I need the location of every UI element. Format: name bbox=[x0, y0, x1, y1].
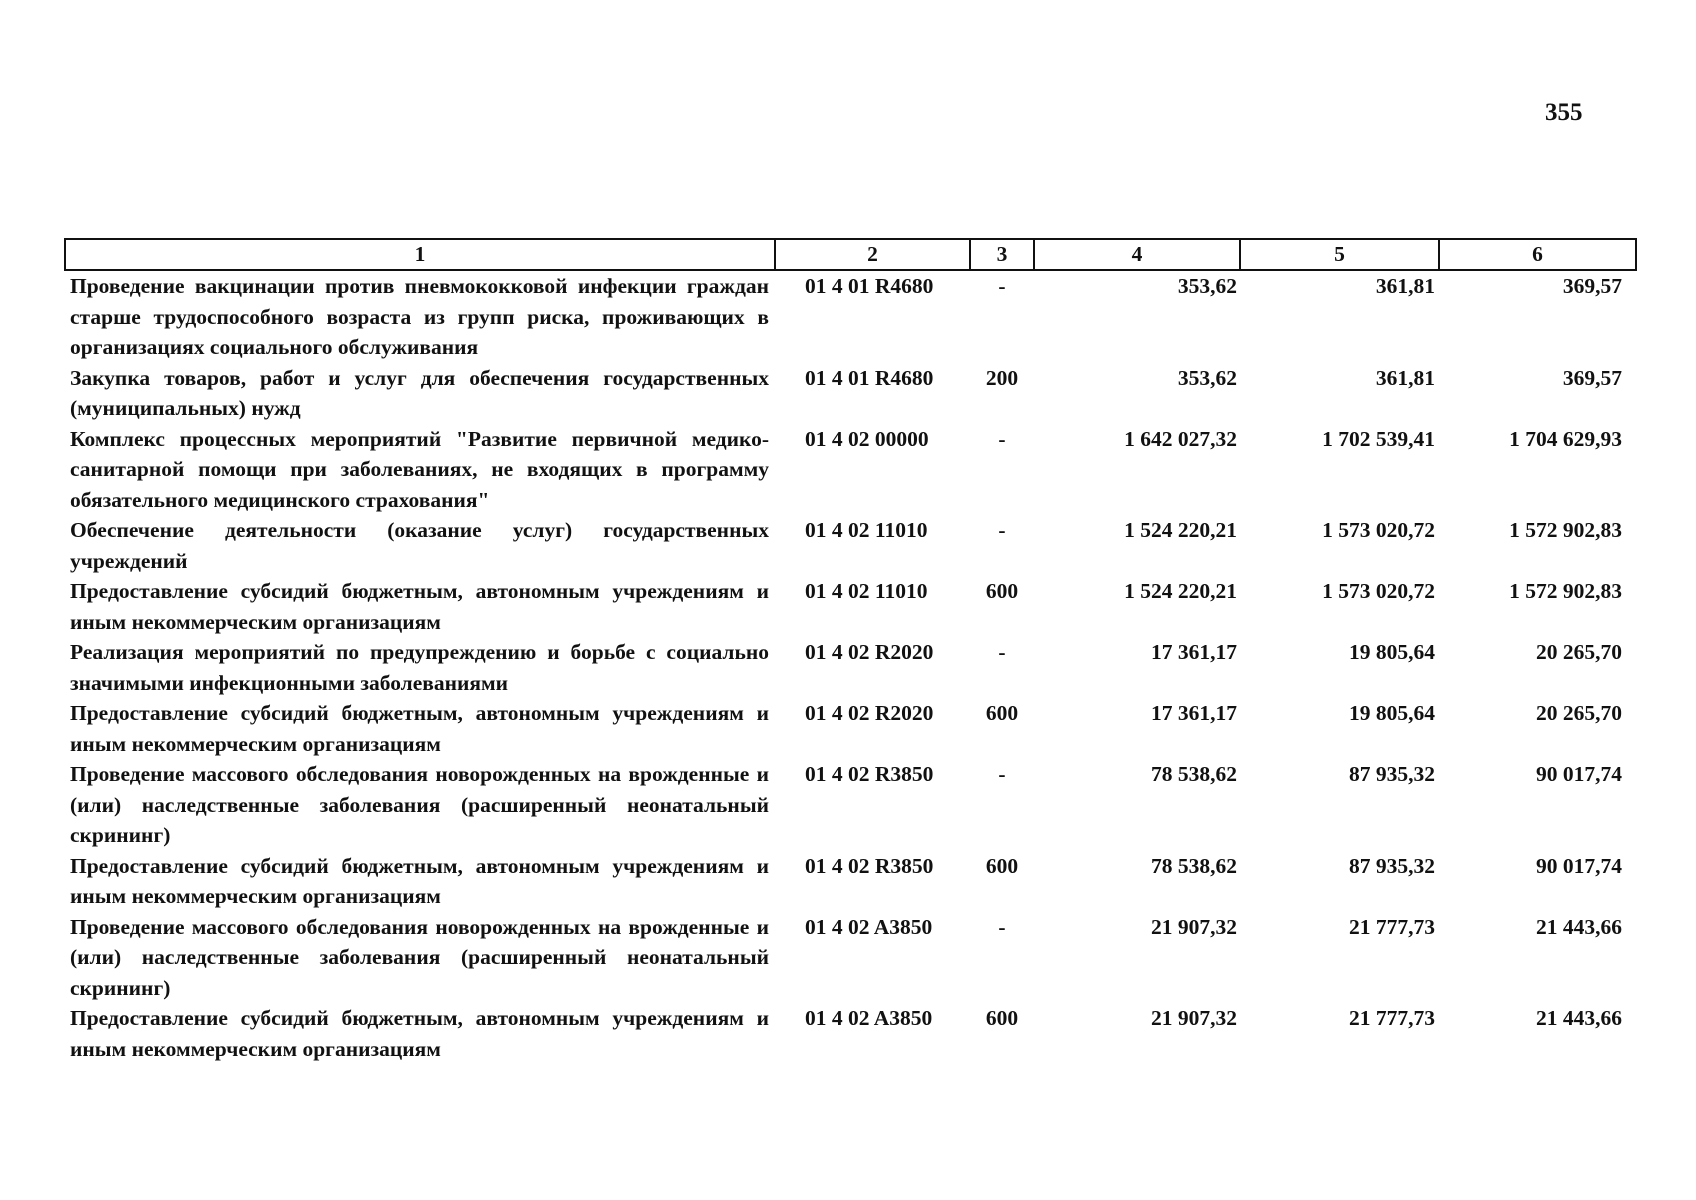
row-value-col4: 353,62 bbox=[1177, 274, 1237, 298]
row-name: Закупка товаров, работ и услуг для обеспечения государственных (муниципальных) нужд bbox=[70, 365, 769, 420]
row-value-col6: 1 572 902,83 bbox=[1509, 579, 1622, 603]
row-value-col4: 17 361,17 bbox=[1151, 701, 1237, 725]
header-col-3: 3 bbox=[970, 239, 1034, 270]
row-expense-type: - bbox=[998, 762, 1006, 786]
table-row bbox=[65, 515, 1636, 576]
row-code: 01 4 02 R2020 bbox=[805, 701, 934, 725]
table-row bbox=[65, 576, 1636, 637]
table-row bbox=[65, 1003, 1636, 1064]
header-col-1: 1 bbox=[65, 239, 775, 270]
row-value-col6: 21 443,66 bbox=[1536, 1006, 1622, 1030]
table-body bbox=[65, 270, 1636, 1064]
row-value-col6: 90 017,74 bbox=[1536, 853, 1622, 878]
header-col-6: 6 bbox=[1439, 239, 1636, 270]
row-expense-type: 600 bbox=[985, 701, 1019, 725]
row-value-col4: 21 907,32 bbox=[1151, 914, 1237, 939]
row-value-col5: 87 935,32 bbox=[1349, 853, 1435, 878]
row-value-col4: 1 524 220,21 bbox=[1124, 579, 1237, 603]
row-name: Проведение массового обследования новорожденных на врожденные и (или) наследственные заболевания (расширенный неонатальный скрининг) bbox=[70, 762, 769, 847]
row-value-col5: 1 573 020,72 bbox=[1322, 518, 1435, 542]
row-name: Предоставление субсидий бюджетным, автономным учреждениям и иным некоммерческим организациям bbox=[70, 579, 769, 634]
row-value-col6: 21 443,66 bbox=[1536, 914, 1622, 939]
row-name: Реализация мероприятий по предупреждению и борьбе с социально значимыми инфекционными заболеваниями bbox=[70, 640, 769, 695]
row-value-col5: 19 805,64 bbox=[1349, 701, 1435, 725]
budget-table bbox=[64, 238, 1637, 1064]
row-expense-type: 600 bbox=[985, 853, 1019, 878]
row-value-col4: 1 524 220,21 bbox=[1124, 518, 1237, 542]
row-name: Обеспечение деятельности (оказание услуг) государственных учреждений bbox=[70, 518, 769, 573]
row-value-col4: 78 538,62 bbox=[1151, 853, 1237, 878]
row-value-col5: 1 573 020,72 bbox=[1322, 579, 1435, 603]
table-row bbox=[65, 637, 1636, 698]
row-value-col6: 1 572 902,83 bbox=[1509, 518, 1622, 542]
row-code: 01 4 02 11010 bbox=[805, 518, 928, 542]
row-value-col4: 17 361,17 bbox=[1151, 640, 1237, 664]
row-expense-type: - bbox=[998, 426, 1006, 451]
row-code: 01 4 02 R3850 bbox=[805, 853, 934, 878]
row-value-col5: 87 935,32 bbox=[1349, 762, 1435, 786]
table-row bbox=[65, 851, 1636, 912]
row-value-col4: 1 642 027,32 bbox=[1124, 426, 1237, 451]
header-col-2: 2 bbox=[775, 239, 970, 270]
row-value-col5: 361,81 bbox=[1375, 365, 1435, 390]
row-code: 01 4 02 00000 bbox=[805, 426, 929, 451]
row-name: Проведение массового обследования новорожденных на врожденные и (или) наследственные заболевания (расширенный неонатальный скрининг) bbox=[70, 914, 769, 1000]
row-value-col5: 21 777,73 bbox=[1349, 914, 1435, 939]
row-value-col6: 1 704 629,93 bbox=[1509, 426, 1622, 451]
row-value-col6: 20 265,70 bbox=[1536, 701, 1622, 725]
row-code: 01 4 02 R2020 bbox=[805, 640, 934, 664]
table-row bbox=[65, 363, 1636, 424]
row-expense-type: 600 bbox=[985, 1006, 1019, 1030]
table-row bbox=[65, 270, 1636, 363]
row-expense-type: - bbox=[998, 914, 1006, 939]
row-expense-type: - bbox=[998, 640, 1006, 664]
row-value-col6: 369,57 bbox=[1562, 365, 1622, 390]
row-value-col4: 78 538,62 bbox=[1151, 762, 1237, 786]
row-name: Предоставление субсидий бюджетным, автономным учреждениям и иным некоммерческим организациям bbox=[70, 701, 769, 756]
header-row bbox=[65, 239, 1636, 270]
row-value-col6: 369,57 bbox=[1562, 274, 1622, 298]
table-header bbox=[65, 239, 1636, 270]
page-number: 355 bbox=[1545, 99, 1583, 126]
row-value-col4: 21 907,32 bbox=[1151, 1006, 1237, 1030]
row-code: 01 4 02 A3850 bbox=[805, 1006, 933, 1030]
row-name: Предоставление субсидий бюджетным, автономным учреждениям и иным некоммерческим организациям bbox=[70, 853, 769, 908]
row-expense-type: - bbox=[998, 274, 1006, 298]
table-row bbox=[65, 424, 1636, 516]
row-value-col6: 20 265,70 bbox=[1536, 640, 1622, 664]
row-code: 01 4 02 11010 bbox=[805, 579, 928, 603]
row-value-col5: 1 702 539,41 bbox=[1322, 426, 1435, 451]
row-value-col4: 353,62 bbox=[1177, 365, 1237, 390]
row-expense-type: 600 bbox=[985, 579, 1019, 603]
header-col-4: 4 bbox=[1034, 239, 1240, 270]
row-code: 01 4 01 R4680 bbox=[805, 274, 934, 298]
table-row bbox=[65, 698, 1636, 759]
row-name: Комплекс процессных мероприятий "Развитие первичной медико-санитарной помощи при заболеваниях, не входящих в программу обязательного медицинского страхования" bbox=[70, 426, 769, 512]
row-expense-type: 200 bbox=[985, 365, 1019, 390]
row-code: 01 4 01 R4680 bbox=[805, 365, 934, 390]
row-code: 01 4 02 A3850 bbox=[805, 914, 933, 939]
header-col-5: 5 bbox=[1240, 239, 1439, 270]
table-row bbox=[65, 912, 1636, 1004]
row-expense-type: - bbox=[998, 518, 1006, 542]
row-value-col5: 21 777,73 bbox=[1349, 1006, 1435, 1030]
row-value-col6: 90 017,74 bbox=[1536, 762, 1622, 786]
table-row bbox=[65, 759, 1636, 851]
row-value-col5: 19 805,64 bbox=[1349, 640, 1435, 664]
row-name: Проведение вакцинации против пневмококковой инфекции граждан старше трудоспособного возраста из групп риска, проживающих в организациях социального обслуживания bbox=[70, 274, 769, 359]
row-name: Предоставление субсидий бюджетным, автономным учреждениям и иным некоммерческим организациям bbox=[70, 1006, 769, 1061]
row-code: 01 4 02 R3850 bbox=[805, 762, 934, 786]
row-value-col5: 361,81 bbox=[1375, 274, 1435, 298]
